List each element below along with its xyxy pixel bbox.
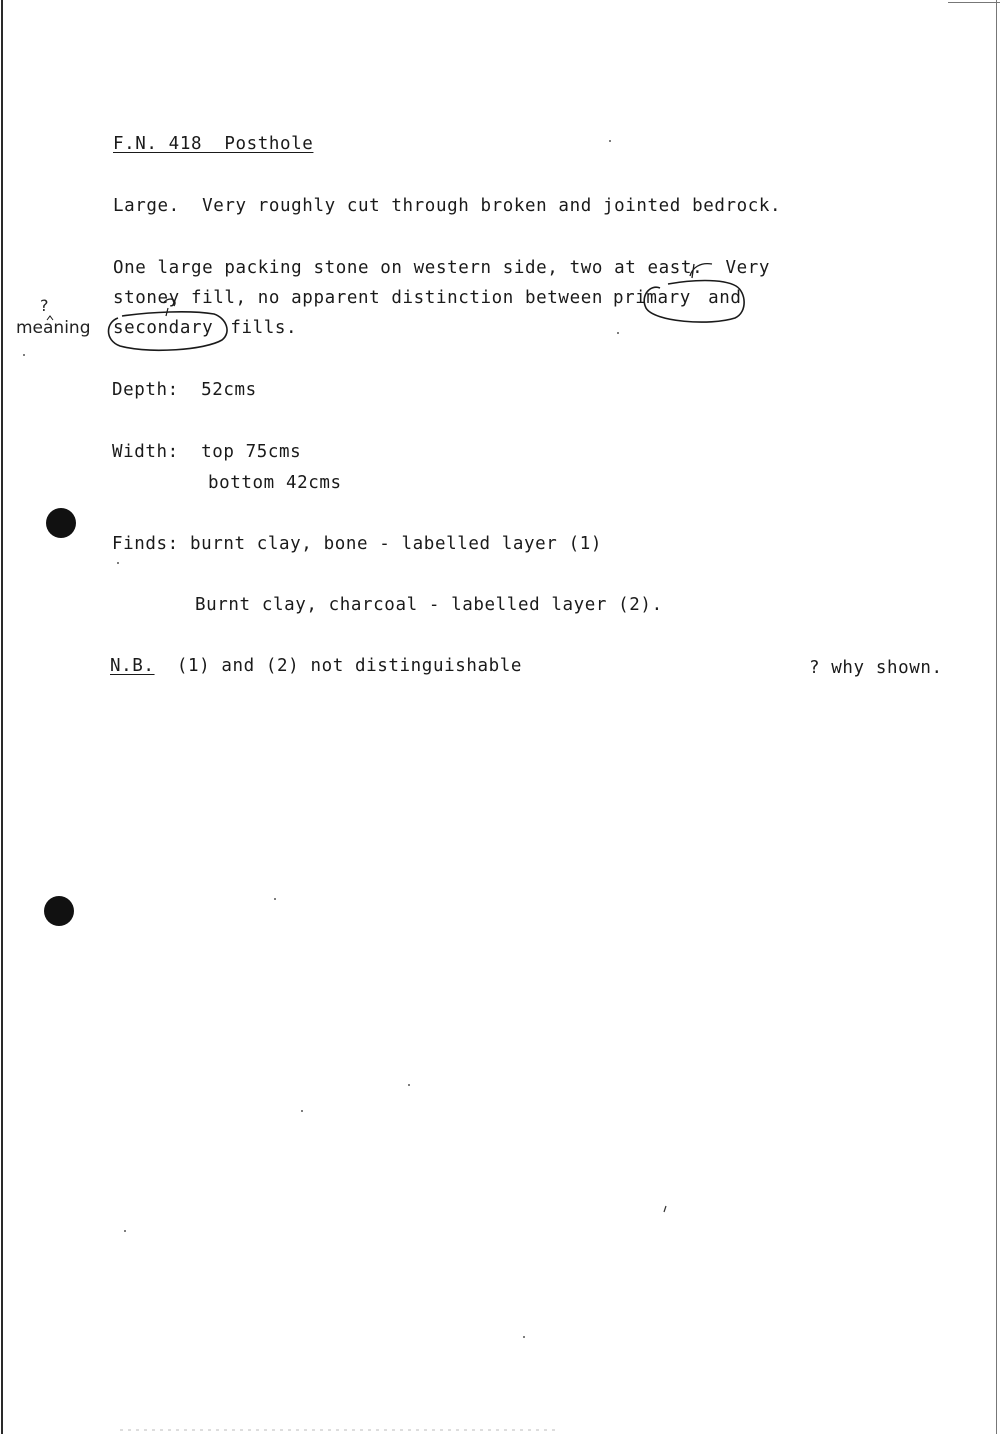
packing-line-3 <box>113 318 297 338</box>
depth-line: Depth: 52cms <box>112 380 257 400</box>
margin-meaning-note: meaning <box>16 318 91 338</box>
packing-line-2-start: stoney fill, no apparent distinction between <box>113 288 603 308</box>
word-primary: primary <box>612 288 691 308</box>
description-line: Large. Very roughly cut through broken and jointed bedrock. <box>113 196 782 216</box>
page-top-edge <box>948 2 1000 3</box>
speck <box>117 562 119 564</box>
speck <box>124 1230 126 1232</box>
speck <box>617 332 619 334</box>
packing-line-2 <box>113 288 741 308</box>
width-top-line: Width: top 75cms <box>112 442 302 462</box>
finds-line-1: Finds: burnt clay, bone - labelled layer (1) <box>112 534 602 554</box>
page-right-edge <box>996 0 997 1434</box>
word-secondary: secondary <box>113 318 214 338</box>
speck <box>609 140 611 142</box>
speck <box>301 1110 303 1112</box>
speck <box>523 1336 525 1338</box>
packing-line-3-end: fills. <box>219 318 298 338</box>
nb-text: (1) and (2) not distinguishable <box>154 656 523 676</box>
document-title: F.N. 418 Posthole <box>113 134 314 154</box>
margin-question-mark: ? <box>40 296 49 315</box>
punch-hole-upper <box>46 508 76 538</box>
packing-line-1: One large packing stone on western side, two at east. Very <box>113 258 771 278</box>
speck <box>408 1084 410 1086</box>
width-bottom-line: bottom 42cms <box>208 473 342 493</box>
page-left-edge <box>1 0 3 1434</box>
nb-label: N.B. <box>110 656 155 676</box>
why-shown-note: ? why shown. <box>809 658 943 678</box>
punch-hole-lower <box>44 896 74 926</box>
nb-line <box>110 656 522 676</box>
speck <box>23 354 25 356</box>
packing-line-2-end: and <box>696 288 742 308</box>
finds-line-2: Burnt clay, charcoal - labelled layer (2). <box>195 595 663 615</box>
speck <box>274 898 276 900</box>
stray-stroke <box>664 1206 666 1212</box>
